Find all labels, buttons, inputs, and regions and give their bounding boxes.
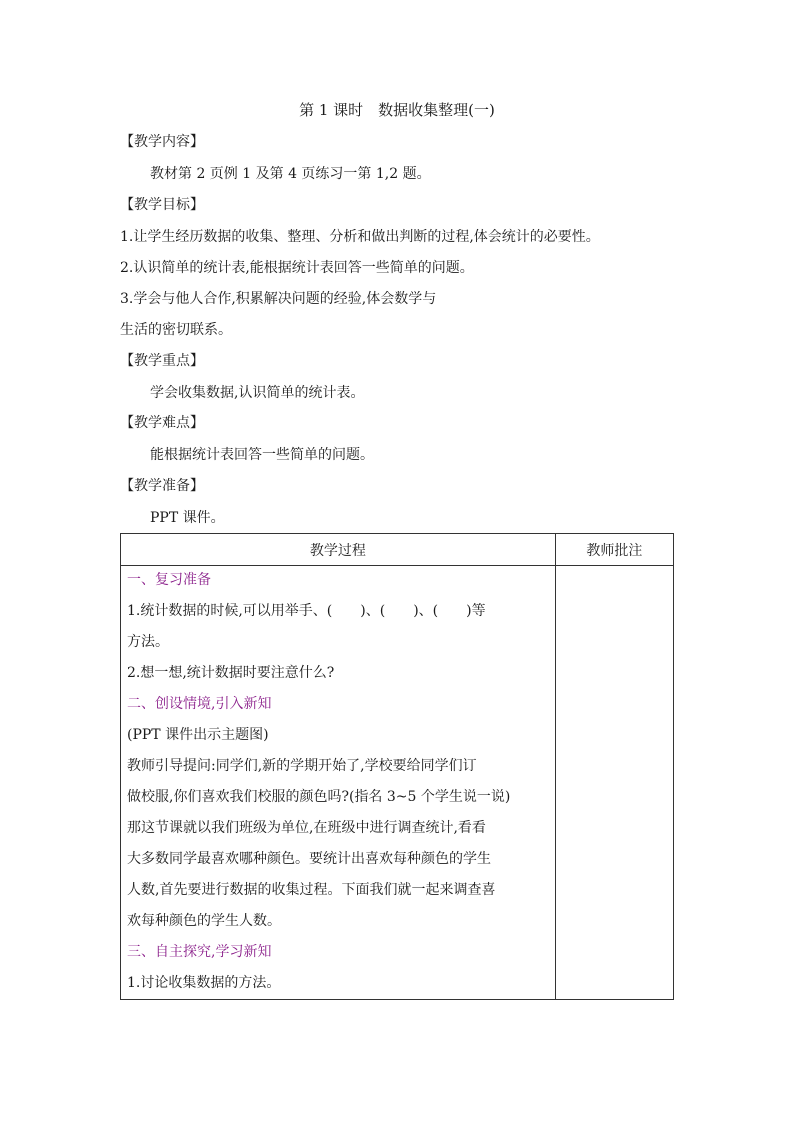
table-header-row bbox=[121, 534, 674, 566]
process-cell bbox=[121, 566, 556, 1000]
content-text: 教材第 2 页例 1 及第 4 页练习一第 1,2 题。 bbox=[150, 166, 431, 182]
heading-preparation: 【教学准备】 bbox=[120, 478, 204, 494]
objective-item-3: 3.学会与他人合作,积累解决问题的经验,体会数学与 bbox=[120, 291, 437, 307]
difficulties-text: 能根据统计表回答一些简单的问题。 bbox=[150, 447, 374, 463]
section-explore: 三、自主探究,学习新知 bbox=[127, 944, 272, 960]
process-line: 2.想一想,统计数据时要注意什么? bbox=[127, 665, 335, 681]
heading-objectives: 【教学目标】 bbox=[120, 197, 204, 213]
heading-key-points: 【教学重点】 bbox=[120, 353, 204, 369]
process-line: 教师引导提问:同学们,新的学期开始了,学校要给同学们订 bbox=[127, 758, 477, 774]
header-process: 教学过程 bbox=[121, 534, 556, 566]
heading-content: 【教学内容】 bbox=[120, 134, 204, 150]
process-line: (PPT 课件出示主题图) bbox=[127, 727, 269, 743]
process-line: 方法。 bbox=[127, 634, 169, 650]
process-line: 1.讨论收集数据的方法。 bbox=[127, 975, 281, 991]
section-situation: 二、创设情境,引入新知 bbox=[127, 696, 272, 712]
key-points-text: 学会收集数据,认识简单的统计表。 bbox=[150, 385, 365, 401]
process-line: 1.统计数据的时候,可以用举手、( )、( )、( )等 bbox=[127, 603, 486, 619]
process-line: 那这节课就以我们班级为单位,在班级中进行调查统计,看看 bbox=[127, 820, 486, 836]
preparation-text: PPT 课件。 bbox=[150, 510, 225, 526]
process-line: 人数,首先要进行数据的收集过程。下面我们就一起来调查喜 bbox=[127, 882, 496, 898]
section-review: 一、复习准备 bbox=[127, 572, 211, 588]
page-title: 第 1 课时 数据收集整理(一) bbox=[299, 101, 495, 119]
header-notes: 教师批注 bbox=[555, 534, 673, 566]
process-line: 做校服,你们喜欢我们校服的颜色吗?(指名 3~5 个学生说一说) bbox=[127, 789, 511, 805]
teaching-process-table bbox=[120, 533, 674, 1000]
process-line: 欢每种颜色的学生人数。 bbox=[127, 913, 281, 929]
objective-item-3-cont: 生活的密切联系。 bbox=[120, 322, 232, 338]
table-body-row bbox=[121, 566, 674, 1000]
objective-item-1: 1.让学生经历数据的收集、整理、分析和做出判断的过程,体会统计的必要性。 bbox=[120, 229, 600, 245]
objective-item-2: 2.认识简单的统计表,能根据统计表回答一些简单的问题。 bbox=[120, 260, 474, 276]
notes-cell bbox=[555, 566, 673, 1000]
heading-difficulties: 【教学难点】 bbox=[120, 415, 204, 431]
process-line: 大多数同学最喜欢哪种颜色。要统计出喜欢每种颜色的学生 bbox=[127, 851, 491, 867]
